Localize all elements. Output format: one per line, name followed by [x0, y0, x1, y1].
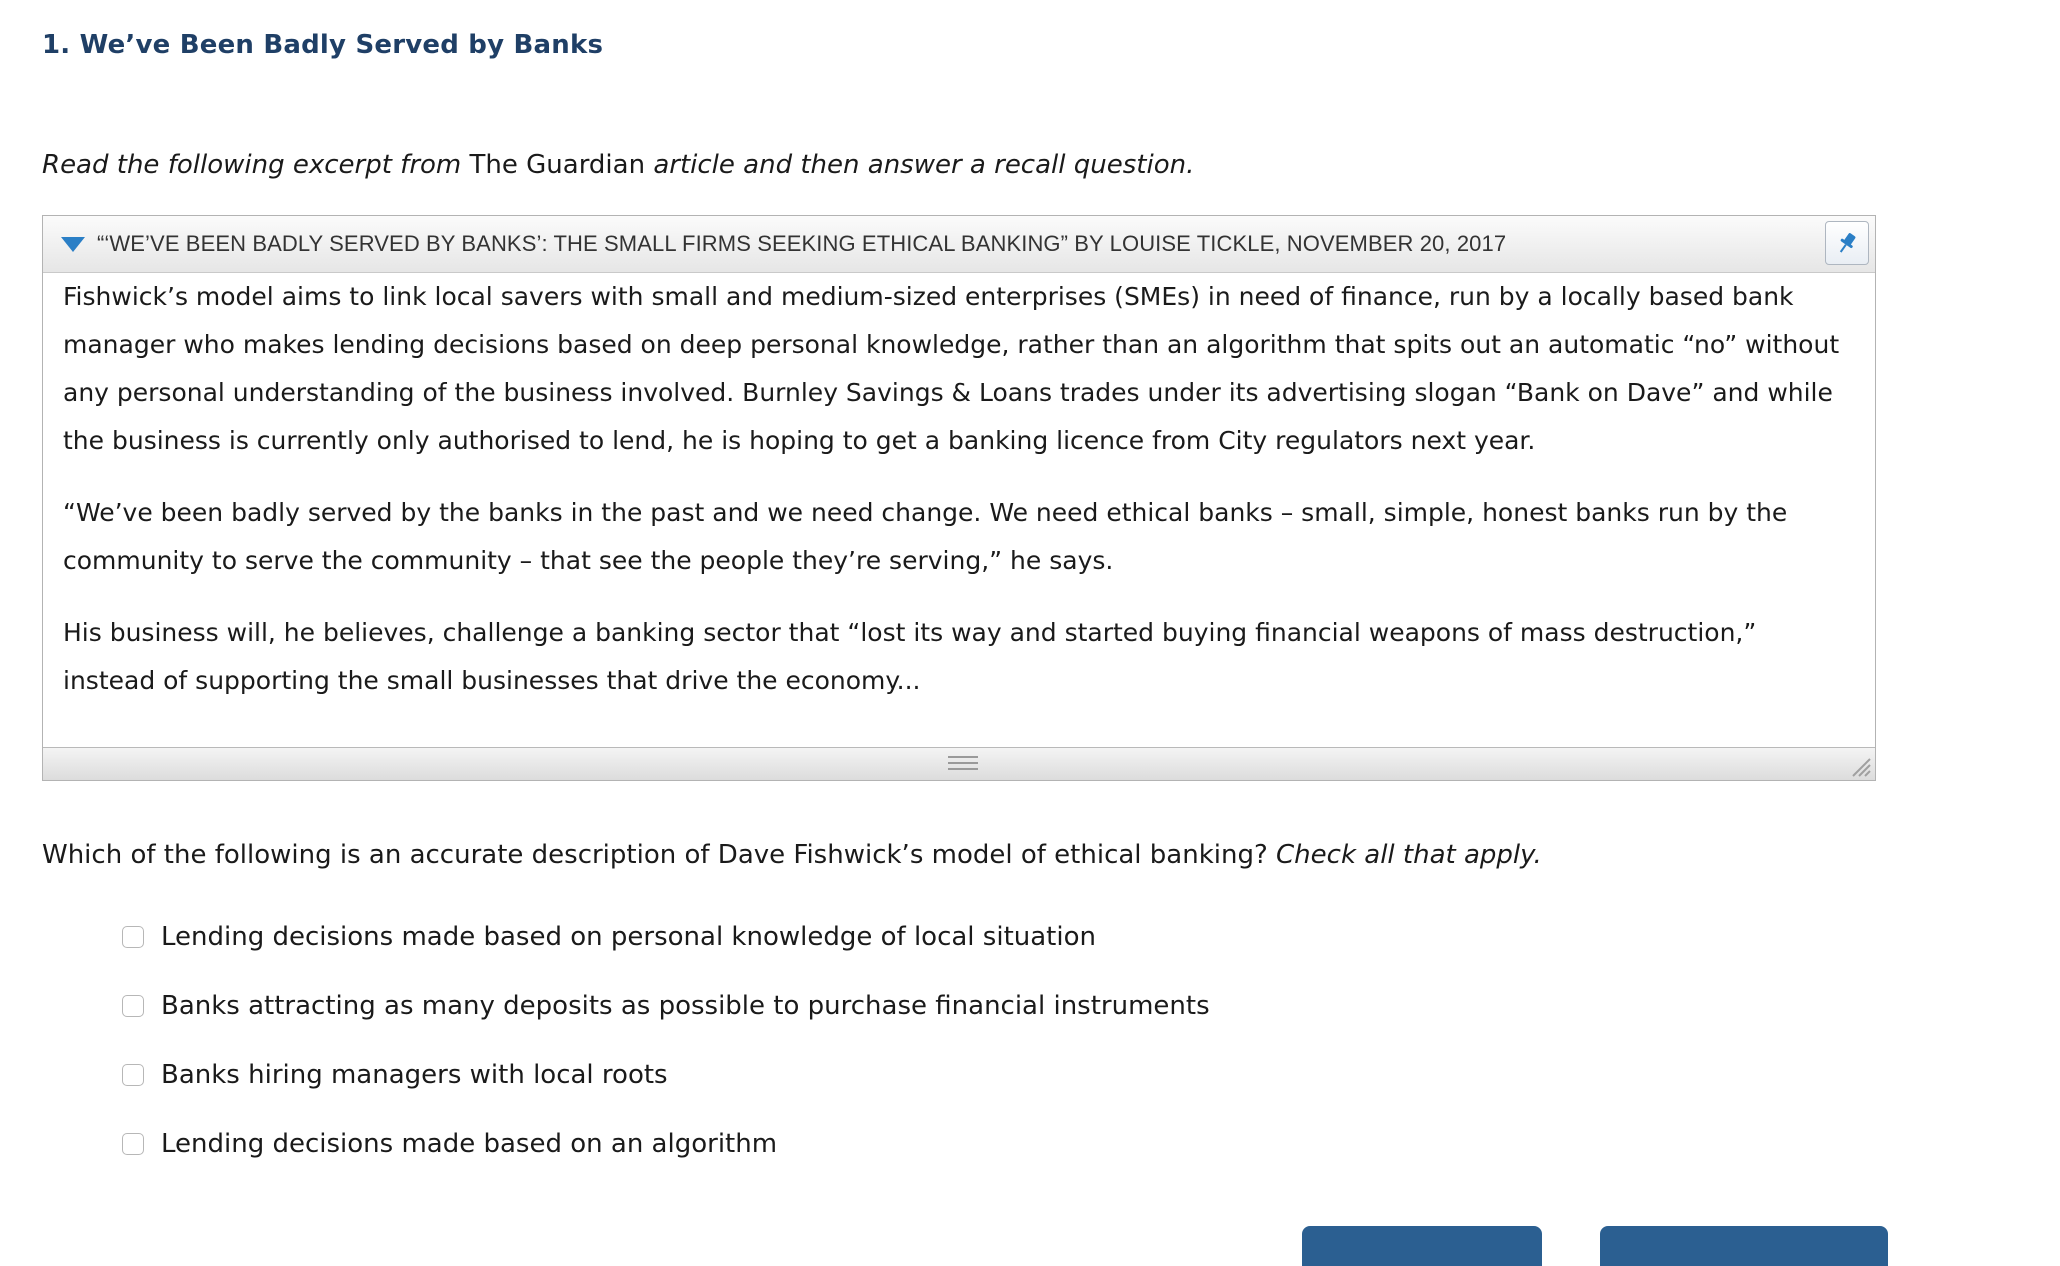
intro-part2: article and then answer a recall question. [653, 150, 1195, 180]
intro-source: The Guardian [461, 150, 654, 180]
question-title: 1. We’ve Been Badly Served by Banks [42, 30, 604, 60]
excerpt-paragraph-1: Fishwick’s model aims to link local savers with small and medium-sized enterprises (SMEs) in need of finance, run by a locally based bank manager who makes lending decisions based on deep personal knowledge, rather than an algorithm that spits out an automatic “no” without any personal understanding of the business involved. Burnley Savings & Loans trades under its advertising slogan “Bank on Dave” and while the business is currently only authorised to lend, he is hoping to get a banking licence from City regulators next year. [63, 282, 1840, 455]
answer-option[interactable] [122, 1127, 1210, 1196]
excerpt-title: “‘WE’VE BEEN BADLY SERVED BY BANKS’: THE SMALL FIRMS SEEKING ETHICAL BANKING” BY LOUISE TICKLE, NOVEMBER 20, 2017 [97, 231, 1507, 256]
option-label[interactable]: Lending decisions made based on personal knowledge of local situation [161, 922, 1096, 952]
option-label[interactable]: Banks attracting as many deposits as possible to purchase financial instruments [161, 991, 1210, 1021]
excerpt-footer [43, 747, 1875, 780]
option-label[interactable]: Banks hiring managers with local roots [161, 1060, 668, 1090]
option-checkbox[interactable] [122, 926, 144, 948]
answer-options [122, 920, 1210, 1196]
action-button-2[interactable] [1600, 1226, 1888, 1266]
answer-option[interactable] [122, 1058, 1210, 1127]
intro-part1: Read the following excerpt from [42, 150, 462, 180]
action-button-1[interactable] [1302, 1226, 1542, 1266]
prompt-text: Which of the following is an accurate description of Dave Fishwick’s model of ethical banking? [42, 840, 1268, 870]
option-label[interactable]: Lending decisions made based on an algorithm [161, 1129, 778, 1159]
excerpt-paragraph-2: “We’ve been badly served by the banks in the past and we need change. We need ethical banks – small, simple, honest banks run by the community to serve the community – that see the people they’re serving,” he says. [63, 498, 1788, 575]
resize-corner-icon[interactable] [1849, 755, 1871, 777]
option-checkbox[interactable] [122, 995, 144, 1017]
pin-icon [1835, 231, 1859, 257]
answer-option[interactable] [122, 989, 1210, 1058]
option-checkbox[interactable] [122, 1133, 144, 1155]
excerpt-paragraph-3: His business will, he believes, challenge a banking sector that “lost its way and started buying financial weapons of mass destruction,” instead of supporting the small businesses that drive the economy... [63, 618, 1757, 695]
answer-option[interactable] [122, 920, 1210, 989]
question-prompt [42, 840, 1542, 870]
option-checkbox[interactable] [122, 1064, 144, 1086]
excerpt-body [43, 273, 1875, 753]
pin-button[interactable] [1825, 221, 1869, 265]
triangle-down-icon[interactable] [61, 237, 85, 252]
drag-handle-icon[interactable] [948, 756, 978, 774]
intro-text [42, 150, 1194, 180]
excerpt-header[interactable] [43, 216, 1875, 273]
excerpt-panel [42, 215, 1876, 781]
prompt-instruction: Check all that apply. [1267, 840, 1542, 870]
